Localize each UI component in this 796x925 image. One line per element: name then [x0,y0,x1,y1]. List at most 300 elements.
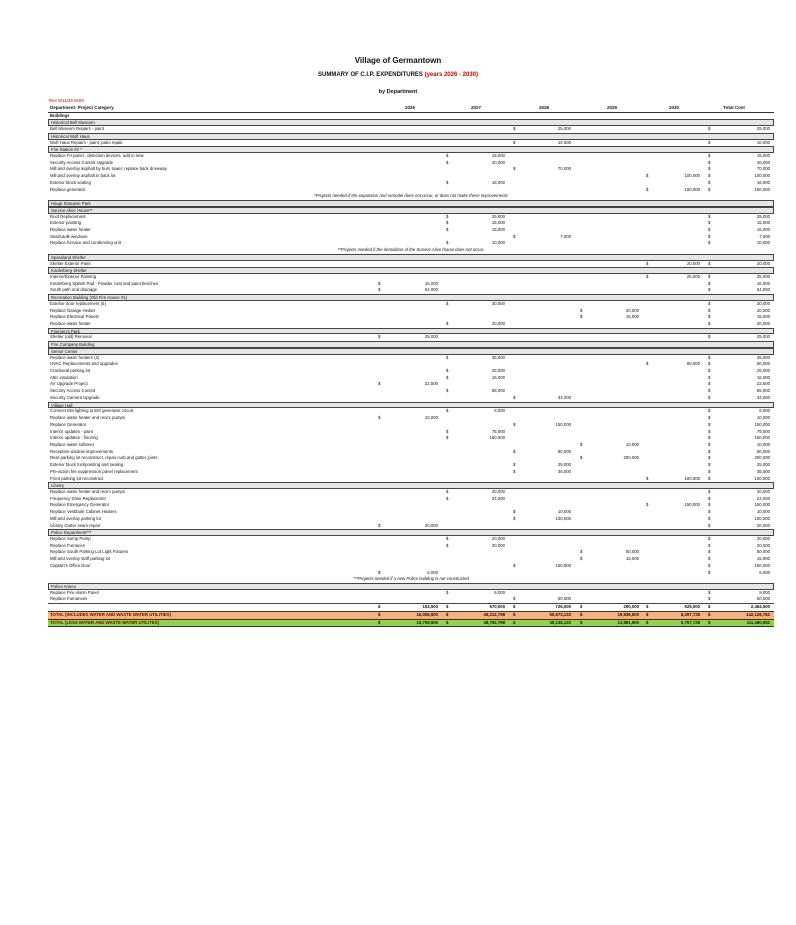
currency-symbol: $ [646,361,649,367]
row-label: Frequency Drive Replacemnt [50,495,106,501]
currency-symbol: $ [580,314,583,320]
currency-symbol: $ [708,314,711,320]
table-row [48,516,774,523]
currency-symbol: $ [708,240,711,246]
row-label: Replace Generator [50,421,87,427]
cell-value: 80,000 [756,448,770,454]
cell-value: 25,000 [491,213,505,219]
cell-value: 70,000 [557,166,571,172]
cell-value: 40,000 [756,159,770,165]
currency-symbol: $ [446,220,449,226]
currency-symbol: $ [708,468,711,474]
cell-value: 85,000 [491,388,505,394]
row-label: Firemen's Park [51,328,80,334]
cell-value: 30,000 [756,300,770,306]
cell-value: 50,673,133 [549,611,571,617]
section-header [48,146,774,153]
cell-value: 670,000 [489,604,505,610]
row-label: Kinderberg Splash Pad - Powder coat and paint benches [50,280,159,286]
page-subtitle [0,72,796,78]
row-label: Replace furnace and condensing unit [50,240,121,246]
row-label: Replace Vestibule Cabinet Heaters [50,509,117,515]
table-header [48,105,774,113]
currency-symbol: $ [446,153,449,159]
table-row [48,314,774,321]
cell-value: 54,000 [756,287,770,293]
by-department-label: by Department [378,89,418,95]
row-label: Replace Sump Pump [50,536,91,541]
cell-value: 54,000 [424,287,438,293]
currency-symbol: $ [708,186,711,192]
currency-symbol: $ [708,421,711,427]
currency-symbol: $ [446,488,449,494]
cell-value: 16,000 [756,280,770,286]
cell-value: 6,000 [427,569,438,575]
currency-symbol: $ [708,321,711,326]
cell-value: 150,000 [555,421,571,427]
currency-symbol: $ [708,596,711,602]
table-row [48,240,774,247]
cell-value: 10,000 [756,240,770,246]
cell-value: 35,000 [756,354,770,360]
currency-symbol: $ [708,562,711,568]
cell-value: 15,000 [756,153,770,159]
currency-symbol: $ [708,173,711,179]
table-row [48,462,774,469]
table-row [48,408,774,415]
table-row [48,308,774,315]
table-row [48,563,774,570]
cell-value: 10,000 [557,509,571,515]
cell-value: 6,000 [494,408,505,414]
currency-symbol: $ [378,287,381,293]
table-row [48,113,774,120]
currency-symbol: $ [580,549,583,555]
row-label: Reception window improvements [50,448,114,454]
cell-value: 16,006,500 [416,611,438,617]
currency-symbol: $ [708,542,711,548]
cell-value: 20,000 [756,522,770,528]
currency-symbol: $ [708,300,711,306]
currency-symbol: $ [708,233,711,239]
currency-symbol: $ [708,509,711,515]
table-row [48,395,774,402]
currency-symbol: $ [646,502,649,508]
currency-symbol: $ [708,139,711,145]
row-label: Survive Alive House** [51,207,93,213]
row-label: Exterior door replacement (5) [50,300,106,306]
cell-value: 7,000 [560,233,571,239]
cell-value: 20,000 [625,307,639,313]
cell-value: 20,000 [491,542,505,548]
currency-symbol: $ [708,374,711,380]
col-header-2027: 2027 [470,105,481,110]
cell-value: 100,000 [754,515,770,521]
row-label: Exterior block sealing [50,179,91,185]
currency-symbol: $ [708,354,711,360]
currency-symbol: $ [446,428,449,434]
cell-value: 10,000 [491,240,505,246]
footnote [48,193,774,200]
section-header [48,583,774,590]
row-label: Replace water heater and recirc pumps [50,488,125,494]
cell-value: 111,280,062 [746,619,770,625]
footnote [48,247,774,254]
cell-value: 150,000 [754,562,770,568]
section-header [48,254,774,261]
row-label: Shelter Exterior Paint [50,260,91,266]
cell-value: 30,000 [491,300,505,306]
row-label: Fire Company Building [51,342,95,348]
row-label: Library [51,483,65,489]
row-label: Senior Center [51,348,78,354]
total-row [48,603,774,611]
row-label: *Projects needed if the expansion and remodel does not occur, or does not make these improvements [314,193,508,199]
cell-value: 100,000 [754,173,770,179]
cell-value: 6,000 [759,569,770,575]
cell-value: 38,792,798 [483,619,505,625]
table-row [48,523,774,530]
cell-value: 150,000 [754,421,770,427]
cell-value: 22,500 [756,381,770,387]
row-label: Replace Furnaces [50,542,85,548]
cell-value: 20,000 [491,488,505,494]
revision-note: Rev 8/11/25 MJM [49,98,84,103]
currency-symbol: $ [708,213,711,219]
table-row [48,180,774,187]
cell-value: 15,000 [491,226,505,232]
table-row [48,261,774,268]
cell-value: 25,000 [557,126,571,132]
currency-symbol: $ [446,536,449,541]
currency-symbol: $ [580,307,583,313]
table-row [48,435,774,442]
row-label: Replace water heater and recirc pumps [50,415,125,421]
currency-symbol: $ [646,186,649,192]
cell-value: 150,000 [684,502,700,508]
col-header-2026: 2026 [404,105,415,110]
table-row [48,489,774,496]
table-row [48,160,774,167]
cell-value: 100,000 [684,475,700,481]
section-header [48,402,774,409]
row-label: Village Hall [51,402,73,408]
currency-symbol: $ [513,604,516,610]
table-row [48,422,774,429]
row-label: Mill and overlay parking lot [50,515,101,521]
cell-value: 200,000 [623,455,639,461]
currency-symbol: $ [378,381,381,387]
cell-value: 13,881,900 [617,619,639,625]
table-row [48,469,774,476]
cell-value: 80,000 [756,361,770,367]
cell-value: 20,000 [756,307,770,313]
cell-value: 20,000 [491,536,505,541]
currency-symbol: $ [646,604,649,610]
table-row [48,381,774,388]
row-label: Front parking lot reconstruct [50,475,104,481]
table-row [48,153,774,160]
currency-symbol: $ [513,233,516,239]
table-row [48,334,774,341]
cell-value: 35,000 [756,468,770,474]
table-row [48,556,774,563]
row-label: Bell Museum Repairs - paint [50,126,104,132]
row-label: Exterior block tuckpointing and sealing [50,462,124,468]
table-row [48,187,774,194]
cell-value: 15,000 [625,314,639,320]
total-row [48,619,774,628]
row-label: Pre-action fire suppression panel replacement [50,468,138,474]
currency-symbol: $ [708,448,711,454]
currency-symbol: $ [446,374,449,380]
row-label: Connect EM lighting to EM generator circuit [50,408,133,414]
footnote [48,576,774,583]
row-label: Replace Garage Heater [50,307,96,313]
cell-value: 25,000 [756,213,770,219]
cell-value: 10,000 [424,415,438,421]
cell-value: 50,000 [625,549,639,555]
row-label: Police Department*** [51,530,92,536]
cell-value: 8,000 [759,589,770,595]
row-label: Interior updates - paint [50,428,93,434]
currency-symbol: $ [446,321,449,326]
col-header-2028: 2028 [538,105,549,110]
cell-value: 15,000 [491,220,505,226]
row-label: AV Upgrade Project [50,381,88,387]
cell-value: 75,000 [756,428,770,434]
row-label: Wolf Haus Repairs - paint, patio repair [50,139,123,145]
cell-value: 50,000 [557,596,571,602]
currency-symbol: $ [513,619,516,625]
currency-symbol: $ [708,455,711,461]
currency-symbol: $ [708,488,711,494]
cell-value: 100,000 [684,173,700,179]
currency-symbol: $ [708,334,711,340]
table-row [48,449,774,456]
cell-value: 100,000 [555,515,571,521]
cell-value: 34,000 [756,394,770,400]
cell-value: 200,000 [754,455,770,461]
table-row [48,281,774,288]
row-label: Recreation Building (Old Fire House #1) [51,295,128,301]
currency-symbol: $ [646,619,649,625]
row-label: Captain's Office Door [50,562,91,568]
col-header-2030: 2030 [668,105,679,110]
currency-symbol: $ [446,589,449,595]
currency-symbol: $ [513,462,516,468]
table-row [48,140,774,147]
cell-value: 35,000 [557,468,571,474]
currency-symbol: $ [446,388,449,394]
cell-value: 150,000 [754,502,770,508]
cell-value: 20,000 [756,536,770,541]
cell-value: 16,000 [756,374,770,380]
currency-symbol: $ [708,549,711,555]
currency-symbol: $ [708,569,711,575]
currency-symbol: $ [378,280,381,286]
cell-value: 10,000 [756,441,770,447]
cell-value: 10,000 [756,139,770,145]
cell-value: 39,138,133 [549,619,571,625]
col-header-category: Department- Project Category [50,105,114,110]
currency-symbol: $ [708,159,711,165]
currency-symbol: $ [513,421,516,427]
row-label: Replace water heater [50,226,91,232]
currency-symbol: $ [446,619,449,625]
table-row [48,543,774,550]
table-row [48,596,774,603]
cell-value: 15,000 [756,314,770,320]
cell-value: 10,000 [756,509,770,515]
cell-value: 16,000 [424,280,438,286]
table-row [48,126,774,133]
currency-symbol: $ [446,179,449,185]
currency-symbol: $ [378,569,381,575]
row-label: Haupt Strausse Park [51,201,91,207]
table-row [48,570,774,577]
currency-symbol: $ [708,280,711,286]
currency-symbol: $ [378,619,381,625]
cell-value: 150,000 [555,562,571,568]
section-header [48,133,774,140]
currency-symbol: $ [708,361,711,367]
currency-symbol: $ [446,495,449,501]
cell-value: 25,000 [756,273,770,279]
cip-table [48,105,774,627]
row-label: Historical Bell Museum [51,120,95,126]
col-header-total: Total Cost [723,105,745,110]
row-label: Replace water heater [50,321,91,326]
cell-value: 150,000 [754,186,770,192]
currency-symbol: $ [513,166,516,172]
cell-value: 25,000 [756,334,770,340]
currency-symbol: $ [708,126,711,132]
currency-symbol: $ [513,562,516,568]
row-label: Security Access Control [50,388,96,394]
row-label: Replace Furnances [50,596,88,602]
section-header [48,529,774,536]
row-label: Library Gutter seam repair [50,522,101,528]
currency-symbol: $ [708,381,711,387]
currency-symbol: $ [378,604,381,610]
currency-symbol: $ [708,287,711,293]
cell-value: 15,000 [756,220,770,226]
cell-value: 150,000 [489,435,505,441]
cell-value: 40,000 [491,159,505,165]
currency-symbol: $ [708,153,711,159]
row-label: **Projects needed if the demolition of the Survive Alive house does not occur. [337,247,485,253]
currency-symbol: $ [708,179,711,185]
cell-value: 50,000 [756,596,770,602]
currency-symbol: $ [378,522,381,528]
cell-value: 25,000 [756,462,770,468]
table-row [48,509,774,516]
table-row [48,502,774,509]
currency-symbol: $ [708,166,711,172]
cell-value: 20,000 [424,522,438,528]
currency-symbol: $ [708,441,711,447]
cell-value: 625,000 [684,604,700,610]
row-label: Replace generator [50,186,86,192]
row-label: Replace Fire Alarm Panel [50,589,99,595]
row-label: Replace South Parking Lot Light Fixtures [50,549,129,555]
currency-symbol: $ [580,604,583,610]
row-label: HVAC Replacements and upgrades [50,361,118,367]
section-header [48,207,774,214]
cell-value: 49,212,798 [483,611,505,617]
row-label: Security Access Control Upgrade [50,159,114,165]
cell-value: 2,464,500 [750,604,770,610]
currency-symbol: $ [708,260,711,266]
currency-symbol: $ [708,368,711,374]
currency-symbol: $ [708,611,711,617]
table-row [48,388,774,395]
currency-symbol: $ [646,273,649,279]
col-header-2029: 2029 [606,105,617,110]
currency-symbol: $ [513,468,516,474]
cell-value: 85,000 [756,388,770,394]
currency-symbol: $ [513,596,516,602]
currency-symbol: $ [446,226,449,232]
currency-symbol: $ [580,611,583,617]
cell-value: 20,000 [756,542,770,548]
table-row [48,429,774,436]
currency-symbol: $ [708,475,711,481]
table-row [48,301,774,308]
currency-symbol: $ [708,536,711,541]
currency-symbol: $ [378,611,381,617]
table-row [48,274,774,281]
currency-symbol: $ [446,368,449,374]
table-row [48,287,774,294]
cell-value: 10,000 [756,415,770,421]
table-row [48,234,774,241]
currency-symbol: $ [513,394,516,400]
table-row [48,496,774,503]
row-label: Interior updates - flooring [50,435,98,441]
section-header [48,341,774,348]
cell-value: 20,000 [756,321,770,326]
currency-symbol: $ [446,213,449,219]
table-row [48,166,774,173]
currency-symbol: $ [580,556,583,562]
currency-symbol: $ [646,475,649,481]
cell-value: 6,000 [759,408,770,414]
section-header [48,119,774,126]
row-label: ***Projects needed if a new Police building is not constructed [353,576,469,582]
currency-symbol: $ [446,408,449,414]
currency-symbol: $ [446,435,449,441]
row-label: Replace water heaters (2) [50,354,100,360]
cell-value: 5,757,728 [680,619,700,625]
currency-symbol: $ [708,604,711,610]
row-label: TOTAL (LESS WATER AND WASTE WATER UTILITES) [50,619,160,625]
currency-symbol: $ [446,354,449,360]
cell-value: 20,000 [756,260,770,266]
row-label: Historical Wolf Haus [51,133,90,139]
row-label: Attic insulation [50,374,78,380]
cell-value: 25,000 [686,273,700,279]
currency-symbol: $ [446,240,449,246]
section-header [48,294,774,301]
cell-value: 24,000 [491,495,505,501]
cell-value: 150,000 [684,186,700,192]
subtitle-prefix: SUMMARY OF C.I.P. EXPENDITURES [318,72,423,78]
cell-value: 25,000 [756,368,770,374]
currency-symbol: $ [580,619,583,625]
cell-value: 25,000 [557,462,571,468]
